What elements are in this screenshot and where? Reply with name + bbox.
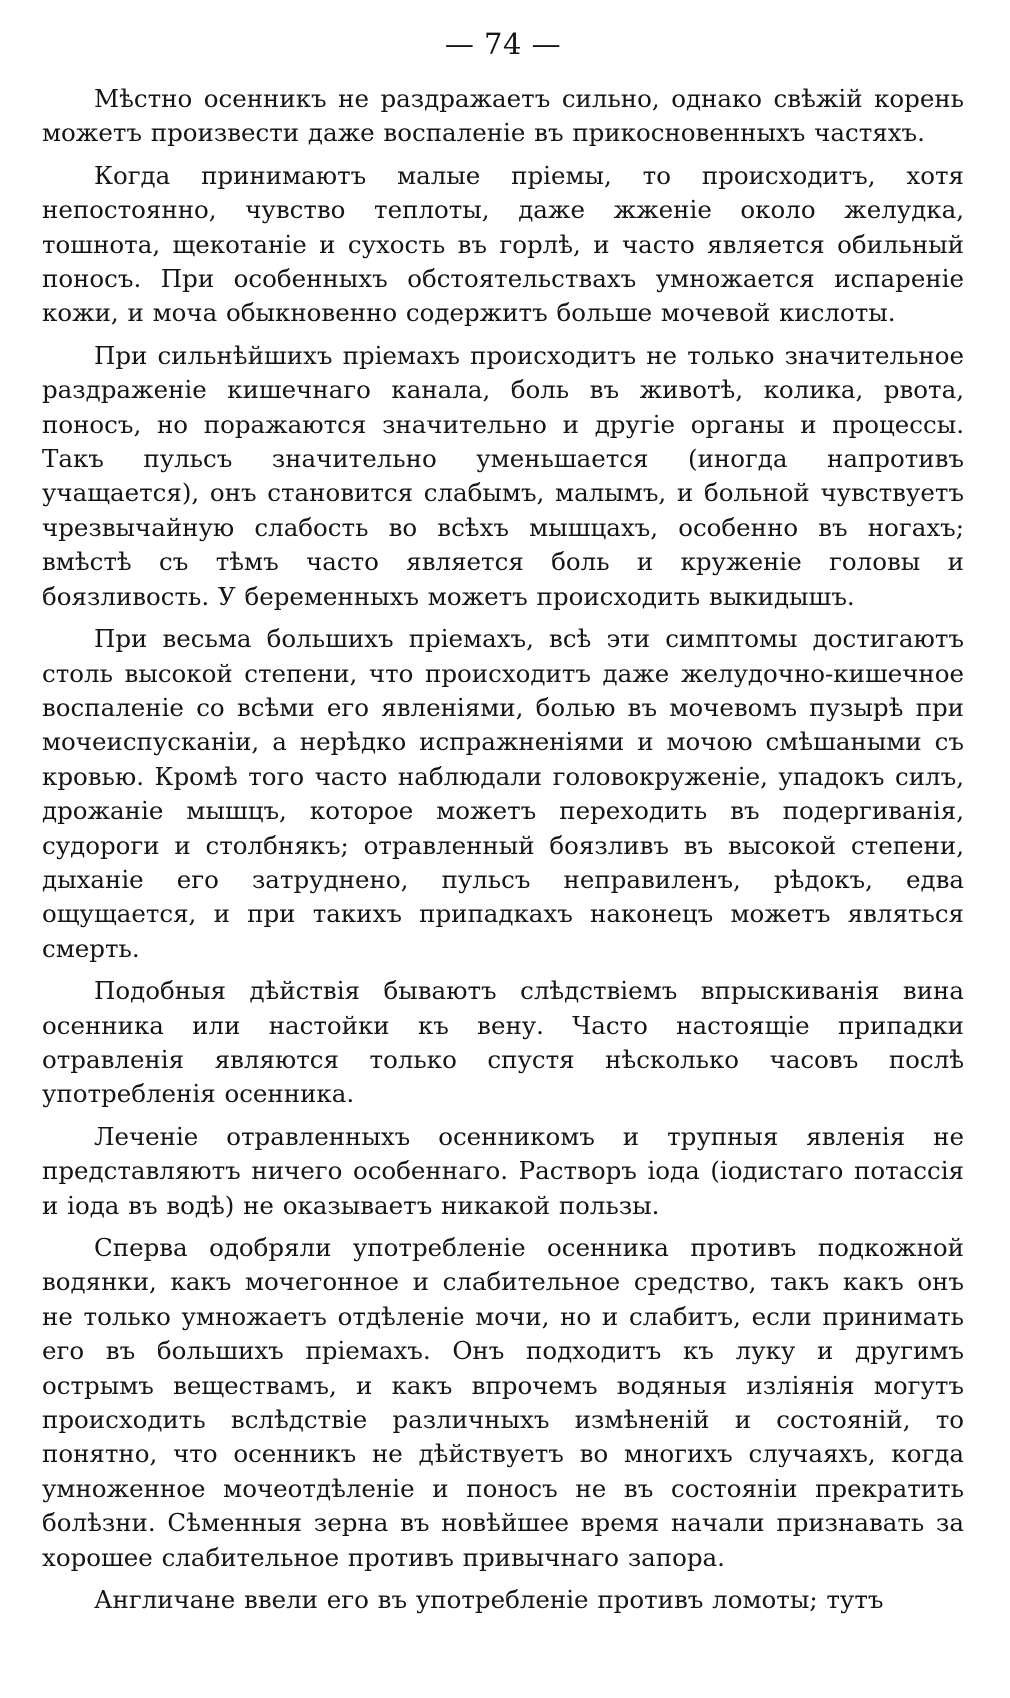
paragraph-strong-doses: При сильнѣйшихъ пріемахъ происходитъ не только значительное раздраженіе кишечнаго канала, боль въ животѣ, колика, рвота, поносъ, но поражаются значительно и другіе органы и процессы. Такъ пульсъ значительно уменьшается (иногда напротивъ учащается), онъ становится слабымъ, малымъ, и больной чувствуетъ чрезвычайную слабость во всѣхъ мышцахъ, особенно въ ногахъ; вмѣстѣ съ тѣмъ часто является боль и круженіе головы и боязливость. У беременныхъ можетъ происходить выкидышъ. xyxy=(42,340,964,611)
page-number: — 74 — xyxy=(444,27,562,61)
paragraph-injection-effects: Подобныя дѣйствія бываютъ слѣдствіемъ впрыскиванія вина осенника или настойки къ вену. Часто настоящіе припадки отравленія являются только спустя нѣсколько часовъ послѣ употребленія осенника. xyxy=(42,976,964,1109)
body-text xyxy=(42,82,964,1617)
paragraph-large-doses: При весьма большихъ пріемахъ, всѣ эти симптомы достигаютъ столь высокой степени, что происходитъ даже желудочно-кишечное воспаленіе со всѣми его явленіями, болью въ мочевомъ пузырѣ при мочеиспусканіи, а нерѣдко испражненіями и мочою смѣшаными съ кровью. Кромѣ того часто наблюдали головокруженіе, упадокъ силъ, дрожаніе мышцъ, которое можетъ переходить въ подергиванія, судороги и столбнякъ; отравленный боязливъ въ высокой степени, дыханіе его затруднено, пульсъ неправиленъ, рѣдокъ, едва ощущается, и при такихъ припадкахъ наконецъ можетъ являться смерть. xyxy=(42,624,964,963)
paragraph-local-effect: Мѣстно осенникъ не раздражаетъ сильно, однако свѣжій корень можетъ произвести даже воспаленіе въ прикосновенныхъ частяхъ. xyxy=(42,84,964,148)
paragraph-treatment: Леченіе отравленныхъ осенникомъ и трупныя явленія не представляютъ ничего особеннаго. Растворъ іода (іодистаго потассія и іода въ водѣ) не оказываетъ никакой пользы. xyxy=(42,1121,964,1220)
paragraph-small-doses: Когда принимаютъ малые пріемы, то происходитъ, хотя непостоянно, чувство теплоты, даже жженіе около желудка, тошнота, щекотаніе и сухость въ горлѣ, и часто является обильный поносъ. При особенныхъ обстоятельствахъ умножается испареніе кожи, и моча обыкновенно содержитъ больше мочевой кислоты. xyxy=(42,160,964,328)
paragraph-dropsy-use: Сперва одобряли употребленіе осенника противъ подкожной водянки, какъ мочегонное и слабительное средство, такъ какъ онъ не только умножаетъ отдѣленіе мочи, но и слабитъ, если принимать его въ большихъ пріемахъ. Онъ подходитъ къ луку и другимъ острымъ веществамъ, и какъ впрочемъ водяныя изліянія могутъ происходить вслѣдствіе различныхъ измѣненій и состояній, то понятно, что осенникъ не дѣйствуетъ во многихъ случаяхъ, когда умноженное мочеотдѣленіе и поносъ не въ состояніи прекратить болѣзни. Сѣменныя зерна въ новѣйшее время начали признавать за хорошее слабительное противъ привычнаго запора. xyxy=(42,1233,964,1572)
paragraph-english-use: Англичане ввели его въ употребленіе противъ ломоты; тутъ xyxy=(94,1585,884,1615)
